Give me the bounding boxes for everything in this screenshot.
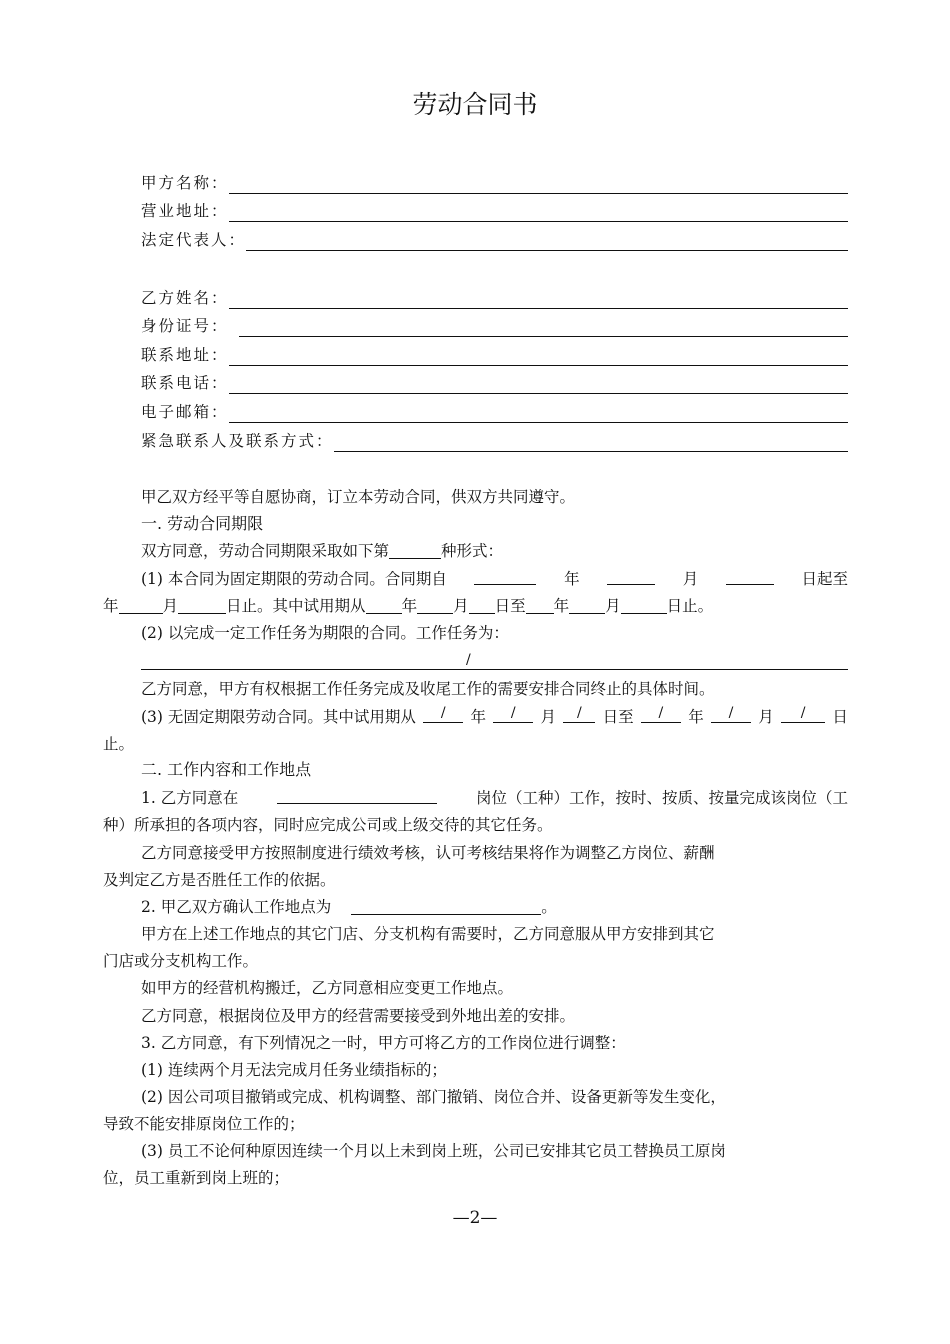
- field-label: 身份证号：: [141, 317, 229, 335]
- list-item: (3) 员工不论何种原因连续一个月以上未到岗上班，公司已安排其它员工替换员工原岗: [141, 1142, 726, 1160]
- field-legal-rep[interactable]: [141, 227, 848, 253]
- start-day-blank[interactable]: [726, 566, 774, 585]
- fixed-term-line: (1) 本合同为固定期限的劳动合同。合同期自 年 月 日起至: [141, 566, 848, 592]
- page-number: —2—: [452, 1208, 498, 1228]
- performance-line: 乙方同意接受甲方按照制度进行绩效考核，认可考核结果将作为调整乙方岗位、薪酬: [141, 844, 715, 862]
- list-item: (2) 因公司项目撤销或完成、机构调整、部门撤销、岗位合并、设备更新等发生变化，: [141, 1088, 726, 1106]
- end-year-blank[interactable]: [119, 595, 163, 614]
- intro-paragraph: 甲乙双方经平等自愿协商，订立本劳动合同，供双方共同遵守。: [141, 488, 576, 506]
- field-label: 营业地址：: [141, 202, 229, 220]
- branch-line: 甲方在上述工作地点的其它门店、分支机构有需要时，乙方同意服从甲方安排到其它: [141, 925, 715, 943]
- open-trial-end-year-blank[interactable]: /: [641, 704, 681, 723]
- field-label: 联系地址：: [141, 346, 229, 364]
- task-description-blank[interactable]: [141, 645, 848, 670]
- end-month-blank[interactable]: [178, 595, 226, 614]
- fill-line[interactable]: [229, 373, 848, 394]
- field-email[interactable]: [141, 399, 848, 425]
- field-label: 联系电话：: [141, 374, 229, 392]
- fill-line[interactable]: [229, 288, 848, 309]
- form-number-blank[interactable]: [389, 540, 441, 559]
- trial-start-day-blank[interactable]: [469, 595, 495, 614]
- fill-line[interactable]: [229, 402, 848, 423]
- field-emergency-contact[interactable]: [141, 428, 848, 454]
- adjustment-line: 3. 乙方同意，有下列情况之一时，甲方可将乙方的工作岗位进行调整：: [141, 1034, 626, 1052]
- open-trial-start-month-blank[interactable]: /: [493, 704, 533, 723]
- field-party-b-name[interactable]: [141, 285, 848, 311]
- open-term-line-2: 止。: [103, 735, 135, 753]
- start-year-blank[interactable]: [474, 566, 536, 585]
- field-label: 法定代表人：: [141, 231, 247, 249]
- open-term-line: (3) 无固定期限劳动合同。其中试用期从 / 年 / 月 / 日至 / 年 / 月 / 日: [141, 705, 848, 726]
- trial-start-year-blank[interactable]: [366, 595, 402, 614]
- term-form-line: 双方同意，劳动合同期限采取如下第 种形式：: [141, 542, 504, 560]
- task-end-line: 乙方同意，甲方有权根据工作任务完成及收尾工作的需要安排合同终止的具体时间。: [141, 680, 715, 698]
- field-label: 电子邮箱：: [141, 403, 229, 421]
- workplace-line: 2. 甲乙双方确认工作地点为 。: [141, 898, 557, 916]
- position-line-2: 种）所承担的各项内容，同时应完成公司或上级交待的其它任务。: [103, 816, 553, 834]
- list-item-continued: 位，员工重新到岗上班的；: [103, 1169, 290, 1187]
- task-contract-line: (2) 以完成一定工作任务为期限的合同。工作任务为：: [141, 624, 509, 642]
- field-id-number[interactable]: [141, 313, 848, 339]
- section-heading-work: 二. 工作内容和工作地点: [141, 760, 312, 779]
- open-trial-start-year-blank[interactable]: /: [423, 704, 463, 723]
- fill-line[interactable]: [229, 173, 848, 194]
- list-item-continued: 导致不能安排原岗位工作的；: [103, 1115, 305, 1133]
- open-trial-end-month-blank[interactable]: /: [711, 704, 751, 723]
- field-label: 乙方姓名：: [141, 289, 229, 307]
- trial-end-year-blank[interactable]: [526, 595, 554, 614]
- field-party-a-name[interactable]: [141, 170, 848, 196]
- fill-line[interactable]: [229, 345, 848, 366]
- field-business-address[interactable]: [141, 198, 848, 224]
- list-item: (1) 连续两个月无法完成月任务业绩指标的；: [141, 1061, 447, 1079]
- field-phone[interactable]: [141, 370, 848, 396]
- page-title: 劳动合同书: [412, 90, 538, 119]
- fill-line[interactable]: [239, 316, 848, 337]
- position-line: 1. 乙方同意在 岗位（工种）工作，按时、按质、按量完成该岗位（工: [141, 785, 848, 811]
- branch-line-2: 门店或分支机构工作。: [103, 952, 259, 970]
- fill-line[interactable]: [229, 201, 848, 222]
- workplace-blank[interactable]: [351, 896, 541, 915]
- business-trip-line: 乙方同意，根据岗位及甲方的经营需要接受到外地出差的安排。: [141, 1007, 576, 1025]
- field-label: 甲方名称：: [141, 174, 229, 192]
- trial-end-month-blank[interactable]: [569, 595, 605, 614]
- performance-line-2: 及判定乙方是否胜任工作的依据。: [103, 871, 336, 889]
- trial-end-day-blank[interactable]: [621, 595, 667, 614]
- field-contact-address[interactable]: [141, 342, 848, 368]
- section-heading-term: 一. 劳动合同期限: [141, 514, 264, 533]
- field-label: 紧急联系人及联系方式：: [141, 432, 334, 450]
- fill-line[interactable]: [246, 230, 848, 251]
- trial-start-month-blank[interactable]: [417, 595, 453, 614]
- slash-mark: /: [466, 652, 471, 668]
- position-blank[interactable]: [277, 785, 437, 804]
- fixed-term-line-2: 年 月 日止。其中试用期从 年 月 日至 年 月 日止。: [103, 597, 714, 615]
- open-trial-end-day-blank[interactable]: /: [781, 704, 825, 723]
- start-month-blank[interactable]: [607, 566, 655, 585]
- fill-line[interactable]: [334, 431, 848, 452]
- relocation-line: 如甲方的经营机构搬迁，乙方同意相应变更工作地点。: [141, 979, 514, 997]
- open-trial-start-day-blank[interactable]: /: [563, 704, 595, 723]
